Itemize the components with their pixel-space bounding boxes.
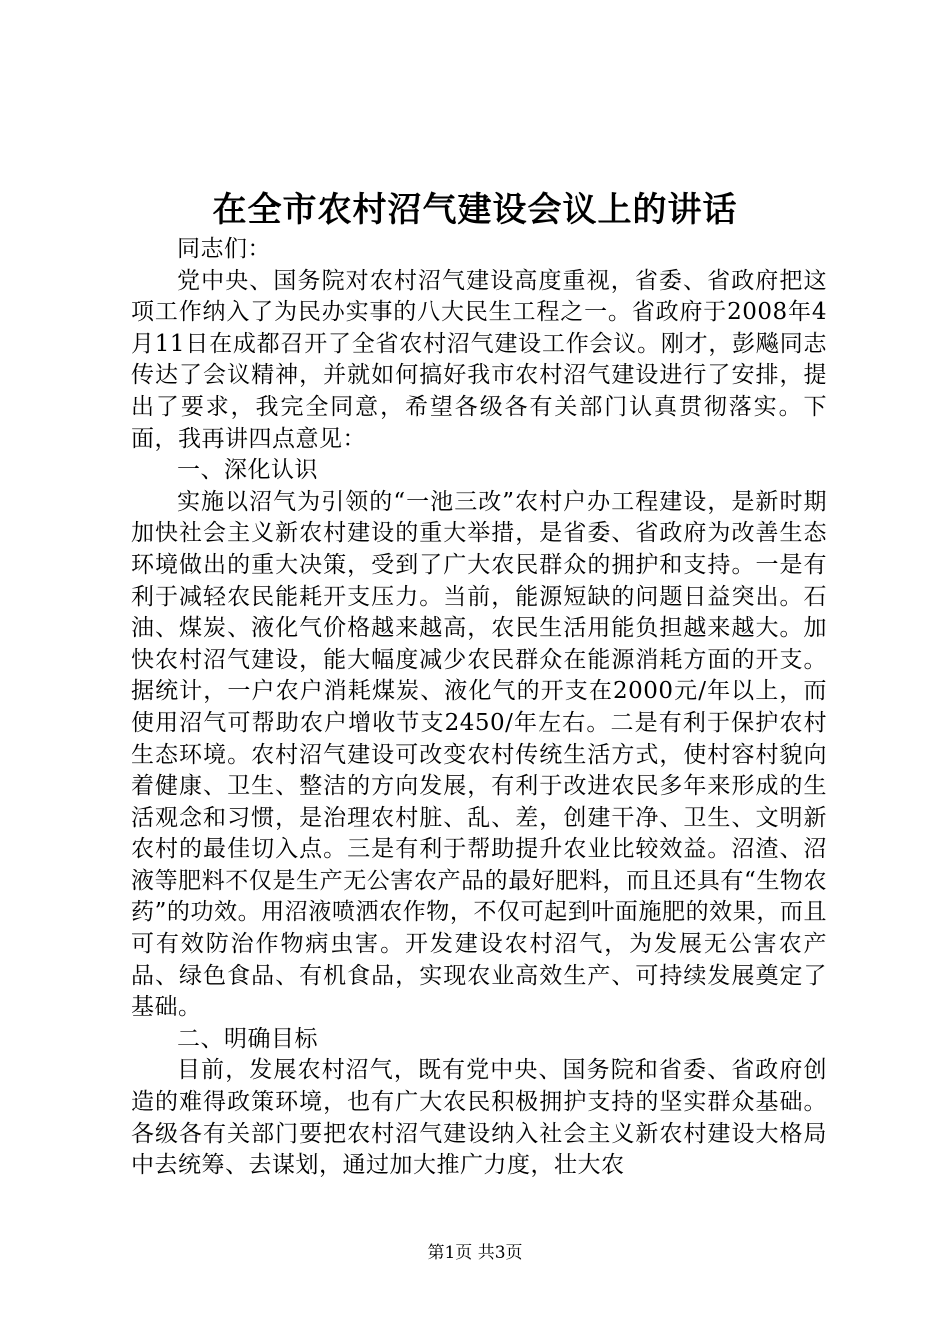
salutation: 同志们： xyxy=(177,236,271,262)
paragraph-section-2: 目前，发展农村沼气，既有党中央、国务院和省委、省政府创造的难得政策环境，也有广大农民积极拥护支持的坚实群众基础。各级各有关部门要把农村沼气建设纳入社会主义新农村建设大格局中去统筹、去谋划，通过加大推广力度，壮大农 xyxy=(131,1057,827,1179)
document-body xyxy=(131,234,827,1182)
paragraph-intro: 党中央、国务院对农村沼气建设高度重视，省委、省政府把这项工作纳入了为民办实事的八大民生工程之一。省政府于2008年4月11日在成都召开了全省农村沼气建设工作会议。刚才，彭飚同志传达了会议精神，并就如何搞好我市农村沼气建设进行了安排，提出了要求，我完全同意，希望各级各有关部门认真贯彻落实。下面，我再讲四点意见： xyxy=(131,267,827,452)
page-footer: 第1页 共3页 xyxy=(427,1243,523,1263)
section-heading-2: 二、明确目标 xyxy=(177,1025,318,1052)
document-title: 在全市农村沼气建设会议上的讲话 xyxy=(212,190,738,230)
paragraph-section-1: 实施以沼气为引领的“一池三改”农村户办工程建设，是新时期加快社会主义新农村建设的重大举措，是省委、省政府为改善生态环境做出的重大决策，受到了广大农民群众的拥护和支持。一是有利于减轻农民能耗开支压力。当前，能源短缺的问题日益突出。石油、煤炭、液化气价格越来越高，农民生活用能负担越来越大。加快农村沼气建设，能大幅度减少农民群众在能源消耗方面的开支。据统计，一户农户消耗煤炭、液化气的开支在2000元/年以上，而使用沼气可帮助农户增收节支2450/年左右。二是有利于保护农村生态环境。农村沼气建设可改变农村传统生活方式，使村容村貌向着健康、卫生、整洁的方向发展，有利于改进农民多年来形成的生活观念和习惯，是治理农村脏、乱、差，创建干净、卫生、文明新农村的最佳切入点。三是有利于帮助提升农业比较效益。沼渣、沼液等肥料不仅是生产无公害农产品的最好肥料，而且还具有“生物农药”的功效。用沼液喷洒农作物，不仅可起到叶面施肥的效果，而且可有效防治作物病虫害。开发建设农村沼气，为发展无公害农产品、绿色食品、有机食品，实现农业高效生产、可持续发展奠定了基础。 xyxy=(131,488,827,1021)
section-heading-1: 一、深化认识 xyxy=(177,457,318,484)
